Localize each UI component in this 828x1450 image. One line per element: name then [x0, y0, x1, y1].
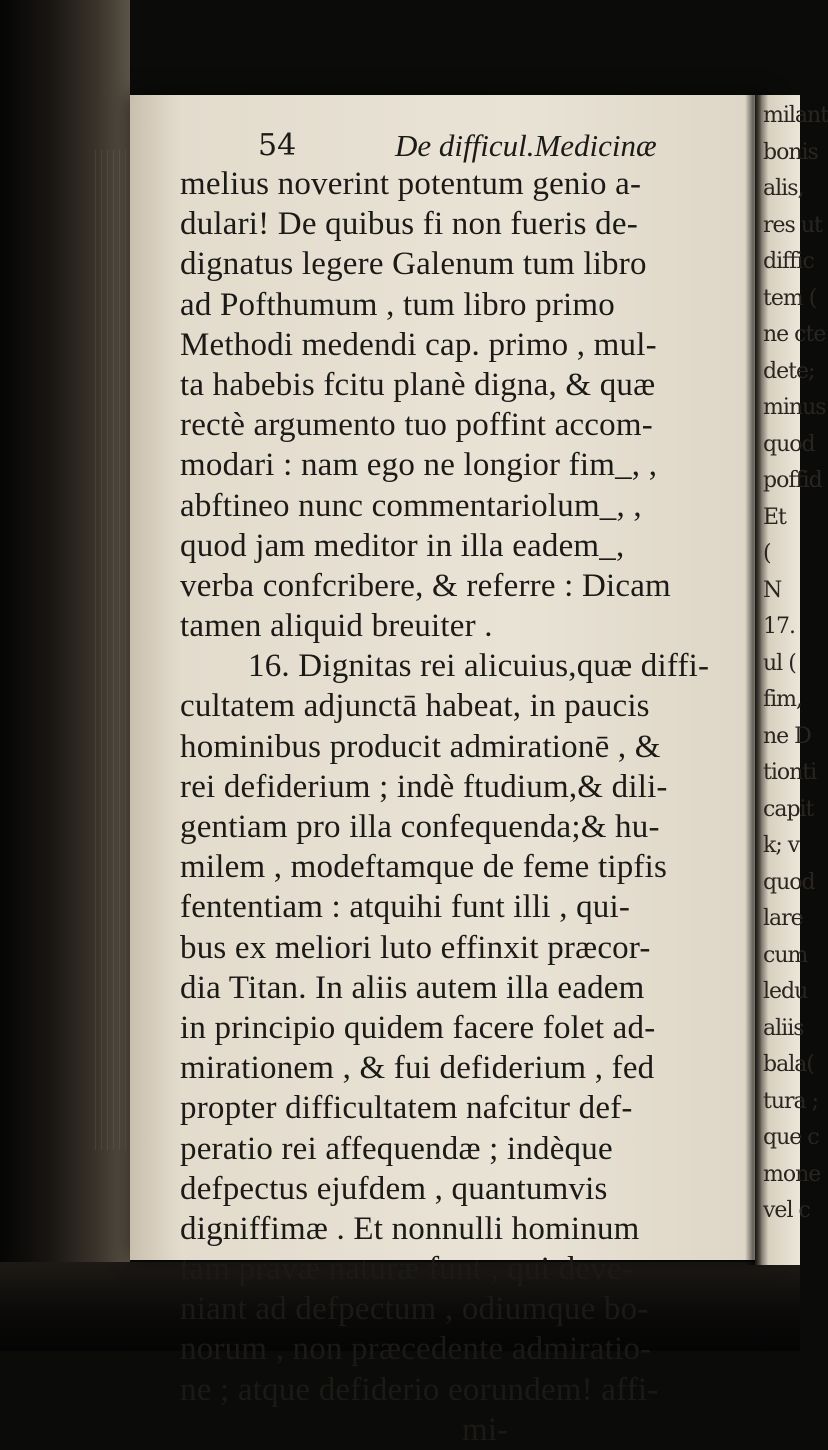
facing-page-fragment: mone [763, 1161, 821, 1187]
text-line: fententiam : atquihi funt illi , qui- [180, 889, 631, 926]
text-line: dulari! De quibus fi non fueris de- [180, 206, 638, 243]
text-line: verba confcribere, & referre : Dicam [180, 567, 671, 604]
text-line: tamen aliquid breuiter . [180, 608, 493, 645]
facing-page-fragment: N [763, 577, 782, 603]
text-line: gentiam pro illa confequenda;& hu- [180, 809, 660, 845]
facing-page-fragment: quod [763, 431, 815, 457]
facing-page-strip [755, 95, 828, 1265]
page-header [180, 128, 740, 164]
text-line: rei defiderium ; indè ftudium,& dili- [180, 768, 668, 805]
page-number: 54 [258, 128, 297, 163]
facing-page-fragment: cum [763, 942, 808, 968]
facing-page-fragment: capit [763, 796, 814, 822]
text-line: norum , non præcedente admiratio- [180, 1331, 652, 1368]
facing-page-fragment: ul ( [763, 650, 796, 676]
facing-page-fragment: res ut [763, 212, 822, 238]
facing-page-fragment: diffic [763, 249, 814, 274]
body-text [180, 164, 740, 1410]
facing-page-fragment: alis, [763, 176, 804, 201]
text-line: quod jam meditor in illa eadem_, [180, 527, 625, 564]
facing-page-fragment: fim, [763, 687, 803, 712]
text-line: ta habebis fcitu planè digna, & quæ [180, 366, 656, 403]
gutter-shadow [745, 95, 761, 1265]
facing-page-fragment: aliis [763, 1015, 804, 1041]
facing-page-fragment: bala( [763, 1052, 814, 1077]
facing-page-fragment: lare [763, 906, 803, 931]
text-line: 16. Dignitas rei alicuius,quæ diffi- [248, 648, 710, 685]
text-line: cultatem adjunctā habeat, in paucis [180, 688, 650, 725]
text-line: niant ad defpectum , odiumque bo- [180, 1291, 649, 1328]
text-line: ad Pofthumum , tum libro primo [180, 286, 615, 323]
text-line: milem , modeftamque de feme tipfis [180, 849, 667, 886]
facing-page-fragment: minus [763, 395, 826, 420]
facing-page-fragment: tionti [763, 760, 817, 785]
text-line: Methodi medendi cap. primo , mul- [180, 326, 657, 363]
running-head: De difficul.Medicinæ [395, 128, 657, 163]
text-line: peratio rei affequendæ ; indèque [180, 1130, 613, 1167]
text-line: abftineo nunc commentariolum_, , [180, 487, 642, 524]
text-line: bus ex meliori luto effinxit præcor- [180, 929, 651, 966]
facing-page-fragment: ne D [763, 723, 811, 749]
text-line: melius noverint potentum genio a- [180, 166, 642, 202]
facing-page-fragment: poffid [763, 468, 822, 493]
facing-page-fragment: quod [763, 869, 815, 895]
text-line: ne ; atque defiderio eorundem! affi- [180, 1371, 659, 1408]
text-line: dia Titan. In aliis autem illa eadem [180, 969, 645, 1006]
facing-page-fragment: dete; [763, 358, 815, 384]
text-line: hominibus producit admirationē , & [180, 728, 661, 765]
text-line: dignatus legere Galenum tum libro [180, 246, 647, 283]
text-line: tam pravæ naturæ funt , qui deve- [180, 1251, 633, 1288]
facing-page-fragment: Et [763, 504, 786, 530]
facing-page-fragment: 17. [763, 614, 795, 639]
facing-page-fragment: milant [763, 103, 828, 128]
facing-page-fragment: ( [763, 541, 771, 566]
facing-page-fragment: tura ; [763, 1088, 819, 1114]
text-line: propter difficultatem nafcitur def- [180, 1090, 633, 1127]
catchword: mi- [462, 1411, 509, 1448]
facing-page-fragment: ne cte [763, 322, 826, 347]
text-line: digniffimæ . Et nonnulli hominum [180, 1210, 640, 1247]
facing-page-fragment: bonis [763, 139, 818, 165]
facing-page-fragment: k; v [763, 833, 800, 858]
text-line: rectè argumento tuo poffint accom- [180, 407, 653, 444]
page-text [180, 128, 740, 1450]
facing-page-fragment: que c [763, 1125, 819, 1150]
text-line: modari : nam ego ne longior fim_, , [180, 447, 658, 484]
text-line: in principio quidem facere folet ad- [180, 1009, 656, 1046]
facing-page-fragment: ledu [763, 979, 808, 1004]
facing-page-fragment: tem ( [763, 285, 817, 311]
text-line: mirationem , & fui defiderium , fed [180, 1050, 655, 1087]
page-edges [95, 150, 135, 1150]
facing-page-fragment: vel c [763, 1198, 810, 1223]
text-line: defpectus ejufdem , quantumvis [180, 1170, 608, 1207]
